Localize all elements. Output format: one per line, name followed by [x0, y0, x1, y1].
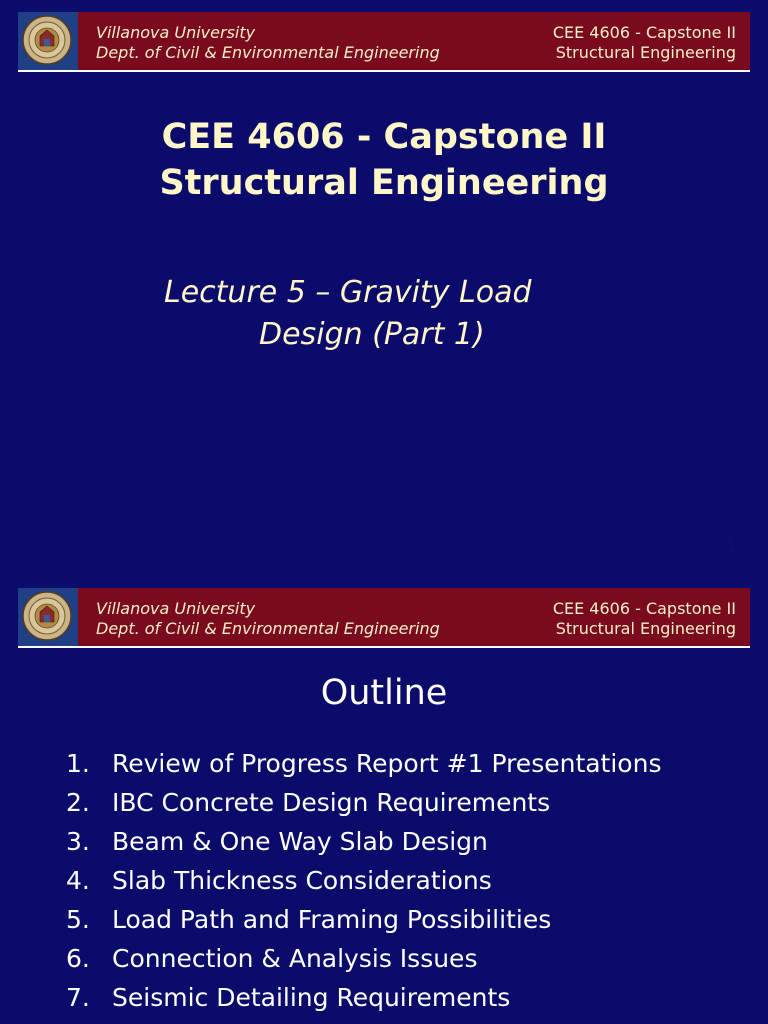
department-name: Dept. of Civil & Environmental Engineering [96, 619, 440, 638]
seal-container [18, 12, 78, 70]
outline-item [66, 783, 661, 822]
item-text: Slab Thickness Considerations [112, 866, 492, 895]
slide-number: 1 [725, 532, 738, 556]
item-text: Load Path and Framing Possibilities [112, 905, 552, 934]
item-number: 6. [66, 944, 90, 973]
item-number: 5. [66, 905, 90, 934]
item-text: Review of Progress Report #1 Presentations [112, 749, 662, 778]
outline-item [66, 939, 661, 978]
outline-title: Outline [320, 673, 448, 713]
item-text: IBC Concrete Design Requirements [112, 788, 551, 817]
header-right-text [553, 23, 736, 63]
slide-2 [0, 576, 768, 1024]
item-text: Beam & One Way Slab Design [112, 827, 488, 856]
outline-item [66, 861, 661, 900]
outline-item [66, 822, 661, 861]
university-seal-icon [22, 591, 72, 641]
outline-list [66, 744, 661, 1017]
outline-item [66, 978, 661, 1017]
item-number: 3. [66, 827, 90, 856]
header-right-text [553, 599, 736, 639]
slide-header [18, 12, 750, 72]
course-area: Structural Engineering [555, 619, 736, 638]
course-name: CEE 4606 - Capstone II [552, 599, 736, 618]
item-text: Connection & Analysis Issues [112, 944, 478, 973]
item-text: Seismic Detailing Requirements [112, 983, 511, 1012]
university-seal-icon [22, 15, 72, 65]
department-name: Dept. of Civil & Environmental Engineering [96, 43, 440, 62]
header-left-text [96, 599, 440, 639]
item-number: 4. [66, 866, 90, 895]
item-number: 1. [66, 749, 90, 778]
subtitle-line-1: Lecture 5 – Gravity Load [164, 275, 532, 310]
slide-header [18, 588, 750, 648]
university-name: Villanova University [96, 599, 256, 618]
subtitle-line-2: Design (Part 1) [259, 317, 485, 352]
item-number: 7. [66, 983, 90, 1012]
item-number: 2. [66, 788, 90, 817]
course-name: CEE 4606 - Capstone II [552, 23, 736, 42]
outline-item [66, 900, 661, 939]
outline-item [66, 744, 661, 783]
seal-container [18, 588, 78, 646]
header-left-text [96, 23, 440, 63]
course-area: Structural Engineering [555, 43, 736, 62]
title-line-2: Structural Engineering [159, 163, 609, 203]
slide-title [0, 114, 768, 206]
title-line-1: CEE 4606 - Capstone II [161, 117, 607, 157]
university-name: Villanova University [96, 23, 256, 42]
